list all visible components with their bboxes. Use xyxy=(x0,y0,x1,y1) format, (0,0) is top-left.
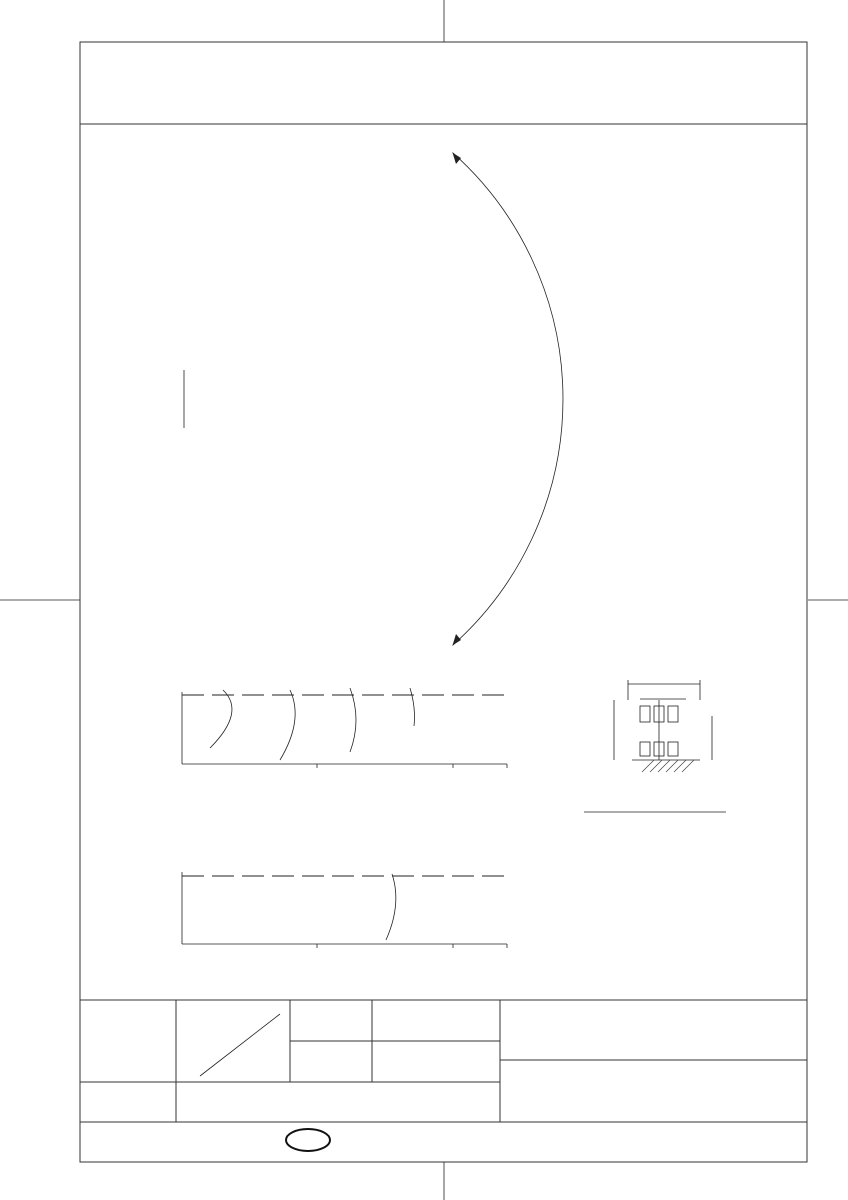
sheet-border xyxy=(80,42,807,1162)
title-block xyxy=(80,1000,807,1122)
coverage-arc xyxy=(453,153,563,646)
movable-range-view xyxy=(182,872,510,948)
side-view xyxy=(182,688,510,768)
company-logo xyxy=(286,1129,330,1151)
section-view xyxy=(584,680,726,812)
company-footer xyxy=(286,1129,330,1151)
top-view xyxy=(184,153,563,646)
